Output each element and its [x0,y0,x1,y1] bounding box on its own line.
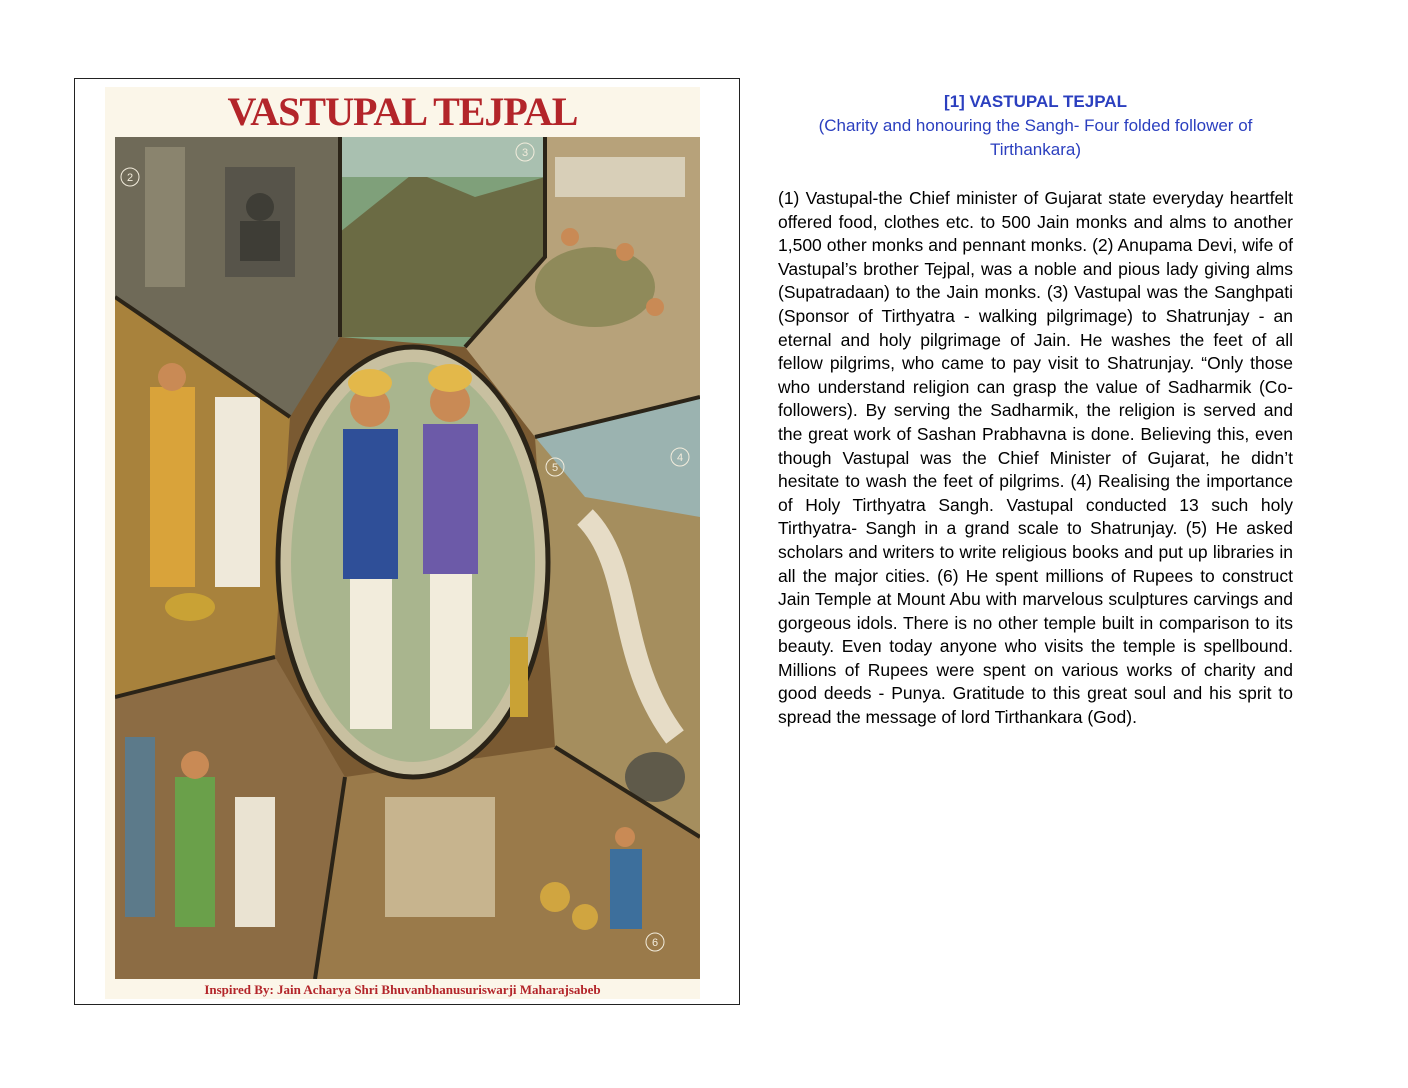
poster-illustration [115,137,700,979]
illustration-svg [115,137,700,979]
panel-number-2: 2 [126,172,134,184]
tejpal-dhoti [430,574,472,729]
poster-footer: Inspired By: Jain Acharya Shri Bhuvanbhanusuriswarji Maharajsabeb [204,982,601,997]
monk-figure-alms [215,397,260,587]
brass-pot-2 [572,904,598,930]
pilgrim-figure [235,797,275,927]
lady-head [158,363,186,391]
article-subheading: (Charity and honouring the Sangh- Four folded follower of Tirthankara) [818,116,1253,159]
vastupal-robe [343,429,398,579]
panel-number-5: 5 [551,462,559,474]
tejpal-turban [428,364,472,392]
article [778,90,1293,730]
monks-rug [535,247,655,327]
man-in-green [175,777,215,927]
vastupal-turban [348,369,392,397]
lady-figure [150,387,195,587]
idol-body [240,221,280,261]
book-shelves [555,157,685,197]
monk-figure-3 [646,298,664,316]
mountain-sky [340,137,545,177]
man-head [181,751,209,779]
scholar-body [610,849,642,929]
idol-head [246,193,274,221]
article-body: (1) Vastupal-the Chief minister of Gujarat state everyday heartfelt offered food, clothes etc. to 500 Jain monks and alms to another 1,500 other monks and pennant monks. (2) Anupama Devi, wife of Vastupal’s brother Tejpal, was a noble and pious lady giving alms (Supatradaan) to the Jain monks. (3) Vastupal was the Sanghpati (Sponsor of Tirthyatra - walking pilgrimage) to Shatrunjay - an eternal and holy pilgrimage of Jain. He washes the feet of all fellow pilgrims, who came to pay visit to Shatrunjay. “Only those who understand religion can grasp the value of Sadharmik (Co-followers). By serving the Sadharmik, the religion is served and the great work of Sashan Prabhavna is done. Believing this, even though Vastupal was the Chief Minister of Gujarat, he didn’t hesitate to wash the feet of pilgrims. (4) Realising the importance of Holy Tirthyatra Sangh. Vastupal conducted 13 such holy Tirthyatra- Sangh in a grand scale to Shatrunjay. (5) He asked scholars and writers to write religious books and put up libraries in all the major cities. (6) He spent millions of Rupees to construct Jain Temple at Mount Abu with marvelous sculptures carvings and gorgeous idols. There is no other temple built in comparison to its beauty. Even today anyone who visits the temple is spellbound. Millions of Rupees were spent on various works of charity and good deeds - Punya. Gratitude to this great soul and his sprit to spread the message of lord Tirthankara (God). [778,188,1293,728]
monk-figure-2 [616,243,634,261]
panel-number-4: 4 [676,452,684,464]
tejpal-robe [423,424,478,574]
poster-title: VASTUPAL TEJPAL [227,89,578,134]
temple-pillar [145,147,185,287]
article-heading: [1] VASTUPAL TEJPAL [944,92,1127,111]
monk-figure-1 [561,228,579,246]
scholar-head [615,827,635,847]
alms-vessel [165,593,215,621]
central-oval-background [291,362,535,762]
panel-number-3: 3 [521,147,529,159]
bystander-figure [125,737,155,917]
brass-pot-1 [540,882,570,912]
vastupal-dhoti [350,579,392,729]
poster [105,87,700,999]
panel-number-6: 6 [651,937,659,949]
incense-stand [510,637,528,717]
image-frame [74,78,740,1005]
temple-steps [385,797,495,917]
